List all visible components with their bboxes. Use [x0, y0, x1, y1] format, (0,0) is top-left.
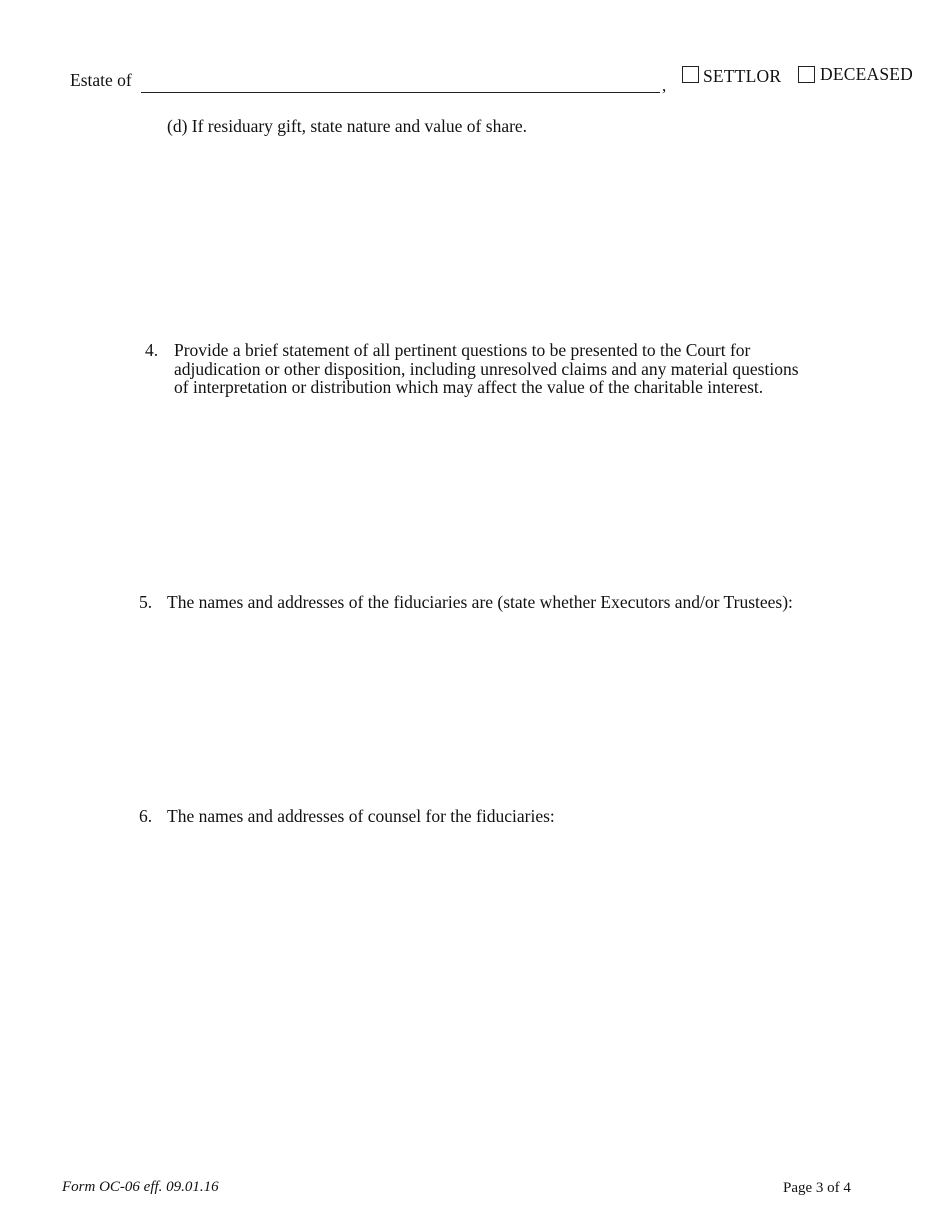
item-4-line-1: Provide a brief statement of all pertinent questions to be presented to the Court for	[174, 340, 751, 360]
estate-of-label: Estate of	[70, 70, 132, 90]
page-number: Page 3 of 4	[783, 1180, 851, 1196]
item-d-residuary-gift: (d) If residuary gift, state nature and value of share.	[167, 116, 528, 136]
form-id: Form OC-06 eff. 09.01.16	[62, 1179, 219, 1195]
deceased-label: DECEASED	[820, 64, 913, 84]
settlor-checkbox[interactable]	[682, 66, 699, 83]
estate-comma: ,	[662, 76, 667, 95]
item-4-line-2: adjudication or other disposition, including unresolved claims and any material questions	[174, 358, 799, 379]
item-4-statement	[174, 341, 799, 397]
item-5-number: 5.	[139, 592, 153, 612]
item-4-number: 4.	[145, 340, 159, 360]
item-5-fiduciaries: The names and addresses of the fiduciaries are (state whether Executors and/or Trustees):	[167, 592, 793, 612]
item-6-counsel: The names and addresses of counsel for the fiduciaries:	[167, 806, 555, 826]
item-4-line-3: of interpretation or distribution which may affect the value of the charitable interest.	[174, 377, 764, 397]
item-6-number: 6.	[139, 806, 153, 826]
deceased-checkbox[interactable]	[798, 66, 815, 83]
estate-name-field[interactable]	[141, 92, 660, 93]
settlor-label: SETTLOR	[703, 66, 782, 86]
